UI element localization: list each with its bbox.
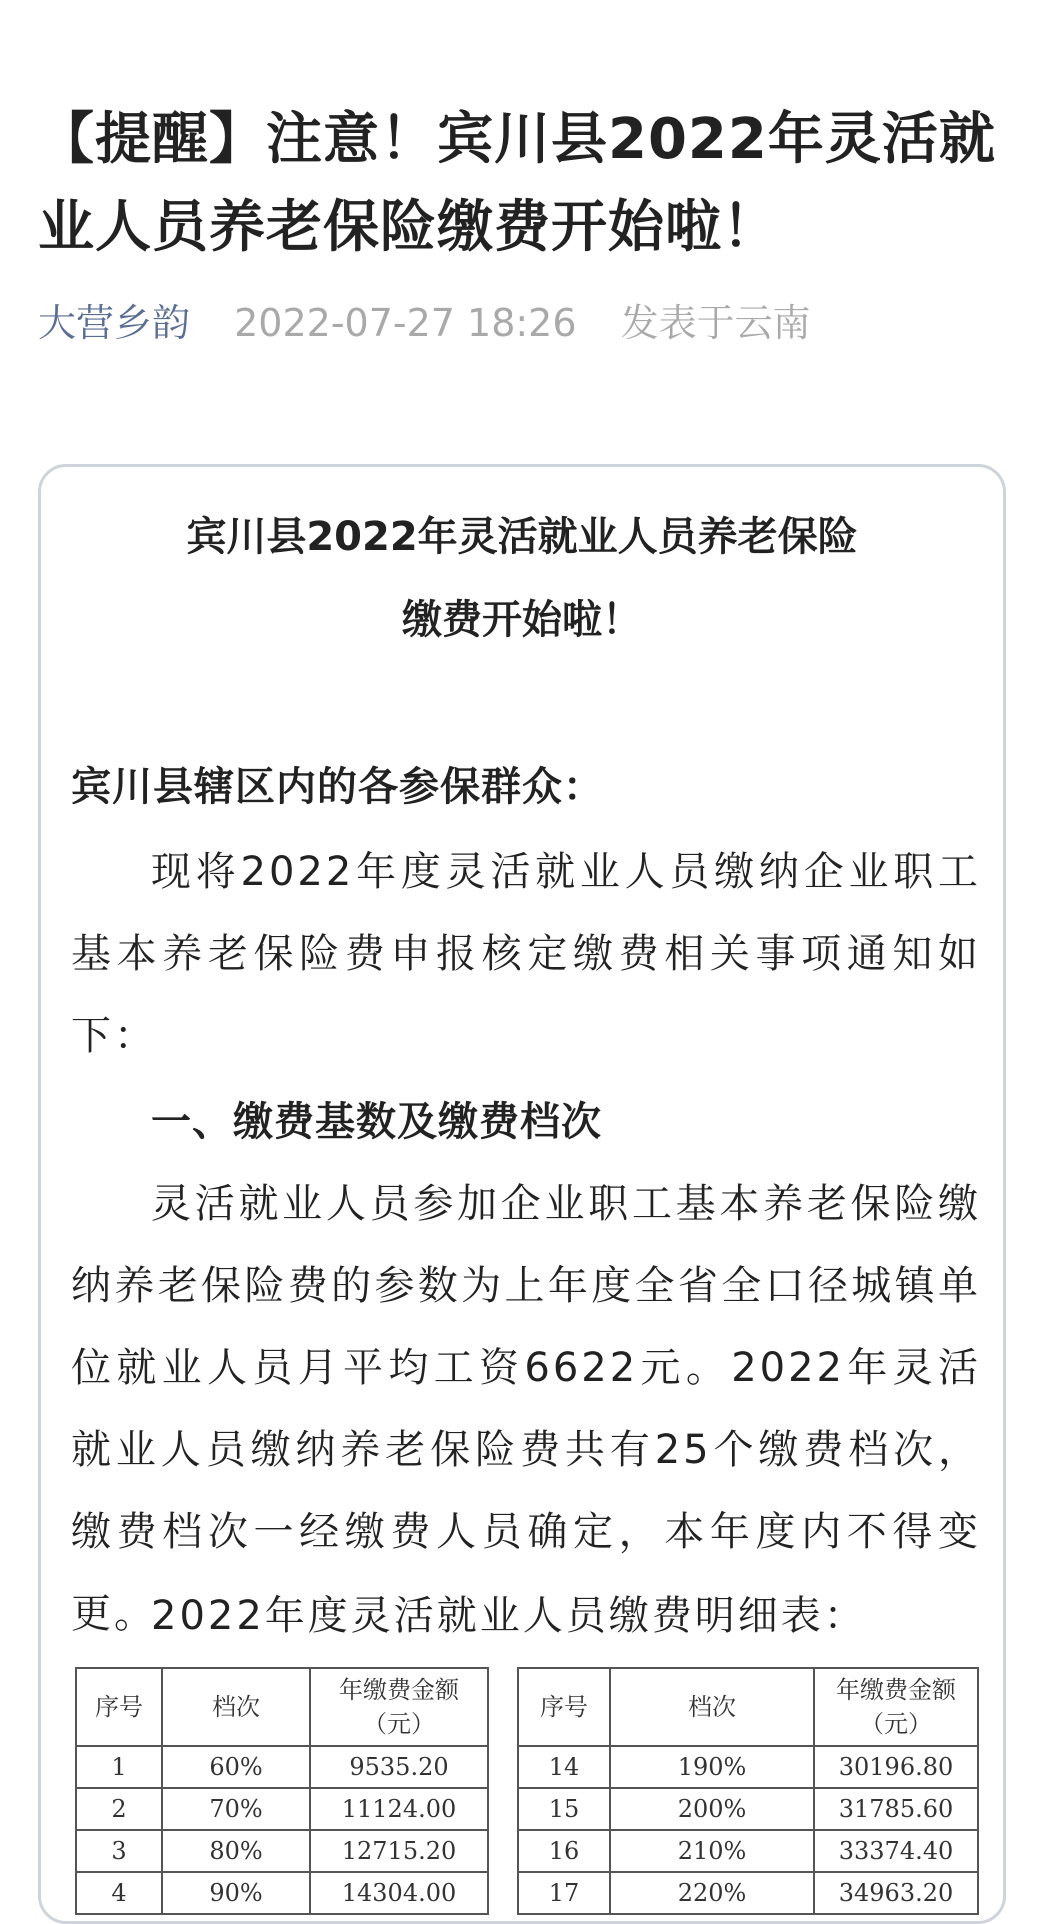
- author-link[interactable]: 大营乡韵: [38, 301, 191, 345]
- table-row: [518, 1746, 978, 1788]
- contribution-table-left: [75, 1667, 489, 1915]
- cell-no: 16: [518, 1830, 610, 1872]
- table-row: [518, 1872, 978, 1914]
- table-header-row: [518, 1668, 978, 1746]
- table-header-row: [76, 1668, 488, 1746]
- cell-level: 210%: [610, 1830, 814, 1872]
- article-title: 【提醒】注意！宾川县2022年灵活就业人员养老保险缴费开始啦！: [38, 107, 996, 260]
- publish-location: 发表于云南: [620, 301, 811, 345]
- cell-amount: 9535.20: [310, 1746, 488, 1788]
- cell-amount: 30196.80: [814, 1746, 978, 1788]
- table-row: [76, 1872, 488, 1914]
- cell-level: 80%: [162, 1830, 310, 1872]
- cell-amount: 11124.00: [310, 1788, 488, 1830]
- cell-level: 70%: [162, 1788, 310, 1830]
- paragraph-contribution: 灵活就业人员参加企业职工基本养老保险缴纳养老保险费的参数为上年度全省全口径城镇单位就业人员月平均工资6622元。2022年灵活就业人员缴纳养老保险费共有25个缴费档次，缴费档次一经缴费人员确定，本年度内不得变更。: [71, 1181, 981, 1637]
- cell-amount: 31785.60: [814, 1788, 978, 1830]
- section-heading: 一、缴费基数及缴费档次: [151, 1099, 602, 1145]
- cell-no: 14: [518, 1746, 610, 1788]
- table-caption: 2022年度灵活就业人员缴费明细表：: [151, 1593, 867, 1639]
- notice-card: [38, 464, 1006, 1924]
- cell-no: 2: [76, 1788, 162, 1830]
- paragraph-intro: 现将2022年度灵活就业人员缴纳企业职工基本养老保险费申报核定缴费相关事项通知如下：: [71, 849, 981, 1059]
- cell-amount: 33374.40: [814, 1830, 978, 1872]
- card-title-line2: 缴费开始啦！: [402, 597, 642, 643]
- cell-amount: 14304.00: [310, 1872, 488, 1914]
- col-header-amount: 年缴费金额（元）: [310, 1668, 488, 1746]
- col-header-amount: 年缴费金额（元）: [814, 1668, 978, 1746]
- cell-level: 190%: [610, 1746, 814, 1788]
- salutation: 宾川县辖区内的各参保群众：: [71, 764, 604, 810]
- cell-amount: 34963.20: [814, 1872, 978, 1914]
- table-row: [518, 1788, 978, 1830]
- table-row: [76, 1830, 488, 1872]
- cell-no: 15: [518, 1788, 610, 1830]
- cell-level: 90%: [162, 1872, 310, 1914]
- cell-no: 3: [76, 1830, 162, 1872]
- publish-date: 2022-07-27 18:26: [234, 301, 577, 345]
- cell-level: 200%: [610, 1788, 814, 1830]
- table-row: [518, 1830, 978, 1872]
- cell-no: 1: [76, 1746, 162, 1788]
- article-meta: [38, 298, 811, 348]
- col-header-no: 序号: [76, 1668, 162, 1746]
- contribution-table-right: [517, 1667, 979, 1915]
- col-header-level: 档次: [610, 1668, 814, 1746]
- cell-no: 17: [518, 1872, 610, 1914]
- cell-no: 4: [76, 1872, 162, 1914]
- col-header-level: 档次: [162, 1668, 310, 1746]
- card-title-line1: 宾川县2022年灵活就业人员养老保险: [186, 514, 858, 560]
- col-header-no: 序号: [518, 1668, 610, 1746]
- cell-level: 60%: [162, 1746, 310, 1788]
- cell-amount: 12715.20: [310, 1830, 488, 1872]
- cell-level: 220%: [610, 1872, 814, 1914]
- table-row: [76, 1788, 488, 1830]
- table-row: [76, 1746, 488, 1788]
